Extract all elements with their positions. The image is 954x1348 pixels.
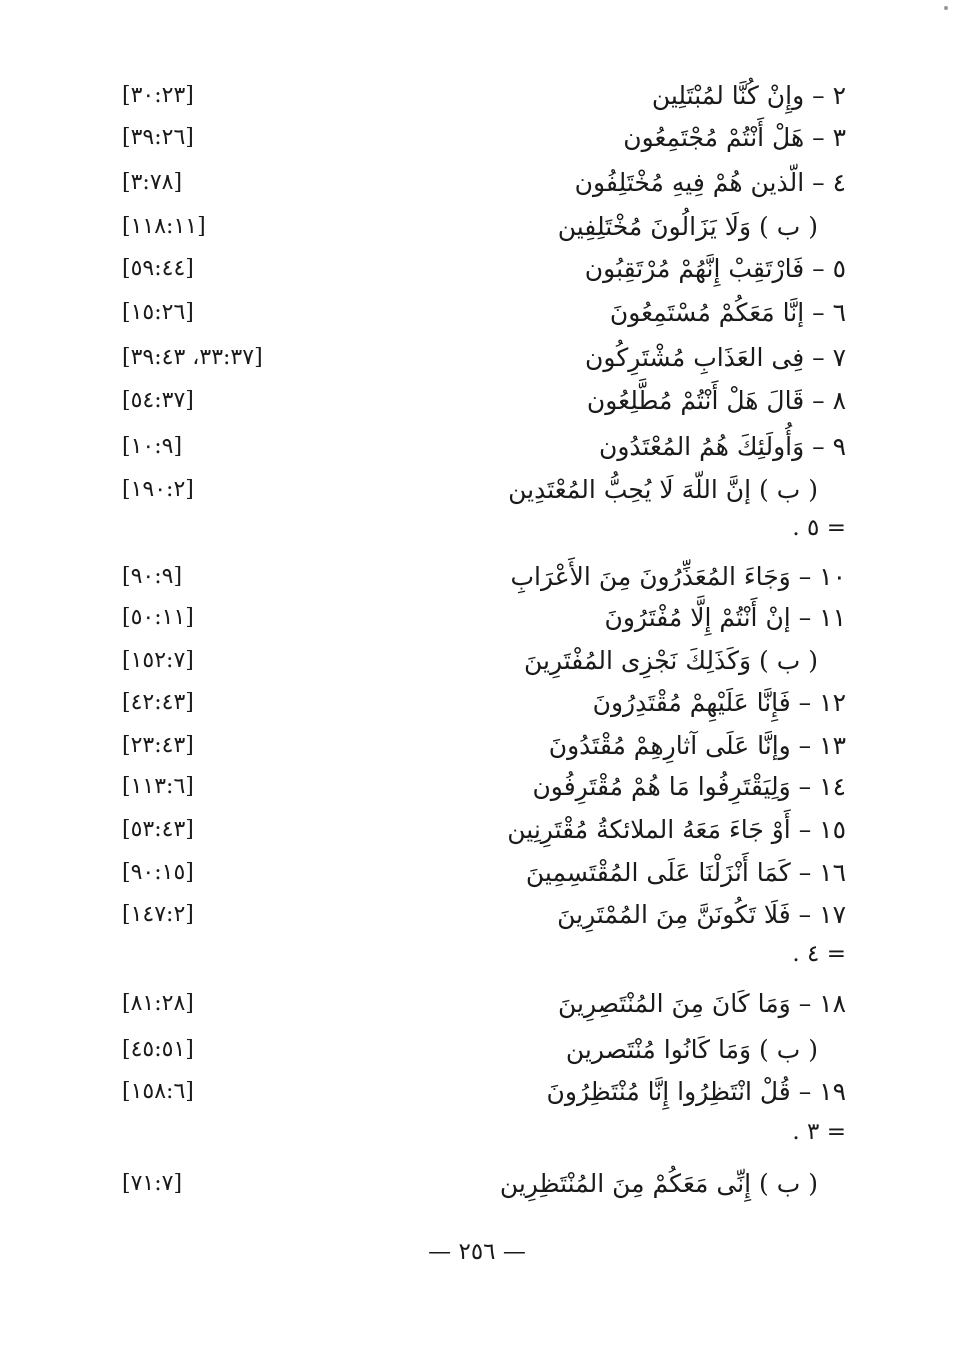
entry-row [0,207,954,247]
verse-reference: [١٩٠:٢] [122,477,194,502]
verse-text: ١٦ – كَمَا أَنْزَلْنَا عَلَى المُقْتَسِمِينَ [525,858,846,887]
entry-row [0,598,954,638]
verse-reference: [٥٠:١١] [122,605,194,630]
group-total: = ٣ . [792,1119,846,1145]
entry-row [0,810,954,850]
verse-reference: [٢٣:٤٣] [122,733,194,758]
verse-text: ٥ – فَارْتَقِبْ إِنَّهُمْ مُرْتَقِبُون [584,254,846,283]
entry-row [0,984,954,1024]
verse-text: ١٩ – قُلْ انْتَظِرُوا إِنَّا مُنْتَظِرُونَ [546,1077,846,1106]
entry-row [0,470,954,510]
verse-text: ٤ – الّذين هُمْ فِيهِ مُخْتَلِفُون [574,168,846,197]
verse-reference: [٧١:٧] [122,1171,183,1196]
verse-reference: [٩٠:١٥] [122,860,194,885]
verse-reference: [١١٣:٦] [122,774,194,799]
entry-row [0,163,954,203]
verse-text: ٣ – هَلْ أَنْتُمْ مُجْتَمِعُون [623,123,846,152]
verse-text: ٢ – وإِنْ كُنَّا لمُبْتَلِين [651,81,846,110]
verse-reference: [٣٣:٣٧، ٣٩:٤٣] [122,345,263,370]
verse-reference: [١٥٨:٦] [122,1079,194,1104]
entry-row [0,895,954,935]
verse-text: ٧ – فِى العَذَابِ مُشْتَرِكُون [585,343,846,372]
verse-text: ١٨ – وَمَا كَانَ مِنَ المُنْتَصِرِينَ [557,989,846,1018]
verse-reference: [٨١:٢٨] [122,991,194,1016]
entry-row [0,641,954,681]
total-row [0,934,954,974]
verse-text: ١١ – إنْ أَنْتُمْ إِلَّا مُفْتَرُونَ [604,603,846,632]
verse-text: ٦ – إنَّا مَعَكُمْ مُسْتَمِعُونَ [609,298,846,327]
entry-row [0,853,954,893]
verse-text: ١٣ – وإنَّا عَلَى آثارِهِمْ مُقْتَدُونَ [548,731,846,760]
verse-reference: [٤٢:٤٣] [122,690,194,715]
verse-text: ( ب ) إِنِّى مَعَكُمْ مِنَ المُنْتَظِرِين [499,1169,818,1198]
entry-row [0,427,954,467]
verse-reference: [٥٩:٤٤] [122,256,194,281]
entry-row [0,249,954,289]
verse-text: ١٤ – وَلِيَقْتَرِفُوا مَا هُمْ مُقْتَرِفُون [532,772,846,801]
verse-text: ٨ – قَالَ هَلْ أَنْتُمْ مُطَّلِعُون [586,386,846,415]
verse-text: ١٢ – فَإِنَّا عَلَيْهِمْ مُقْتَدِرُونَ [592,688,846,717]
entry-row [0,1164,954,1204]
verse-reference: [١٤٧:٢] [122,902,194,927]
verse-reference: [٣٠:٢٣] [122,83,194,108]
verse-reference: [٤٥:٥١] [122,1037,194,1062]
verse-reference: [١٥:٢٦] [122,300,194,325]
verse-text: ٩ – وَأُولَئِكَ هُمُ المُعْتَدُون [598,432,846,461]
scan-speck [944,6,948,10]
entry-row [0,118,954,158]
entry-row [0,293,954,333]
verse-reference: [١٥٢:٧] [122,648,194,673]
verse-text: ( ب ) وَلَا يَزَالُونَ مُخْتَلِفِين [557,212,818,241]
entry-row [0,381,954,421]
verse-text: ( ب ) وَمَا كَانُوا مُنْتَصرين [565,1035,818,1064]
entry-row [0,1030,954,1070]
page-number: — ٢٥٦ — [428,1239,526,1265]
entry-row [0,76,954,116]
total-row [0,1112,954,1152]
entry-row [0,767,954,807]
entry-row [0,726,954,766]
verse-text: ( ب ) وَكَذَلِكَ نَجْزِى المُفْتَرِينَ [523,646,818,675]
verse-reference: [٣٩:٢٦] [122,125,194,150]
verse-text: ١٥ – أَوْ جَاءَ مَعَهُ الملائكةُ مُقْتَرِنِين [507,815,846,844]
verse-reference: [٥٤:٣٧] [122,388,194,413]
total-row [0,508,954,548]
verse-reference: [٣:٧٨] [122,170,183,195]
verse-text: ١٧ – فَلَا تَكُونَنَّ مِنَ المُمْتَرِينَ [557,900,846,929]
verse-reference: [٩٠:٩] [122,564,183,589]
verse-reference: [١١٨:١١] [122,214,206,239]
verse-reference: [٥٣:٤٣] [122,817,194,842]
group-total: = ٤ . [792,941,846,967]
verse-reference: [١٠:٩] [122,434,183,459]
entry-row [0,338,954,378]
verse-text: ( ب ) إنَّ اللّهَ لَا يُحِبُّ المُعْتَدِين [508,475,818,504]
group-total: = ٥ . [792,515,846,541]
entry-row [0,683,954,723]
entry-row [0,557,954,597]
entry-row [0,1072,954,1112]
verse-text: ١٠ – وَجَاءَ المُعَذِّرُونَ مِنَ الأَعْرَابِ [510,562,846,591]
